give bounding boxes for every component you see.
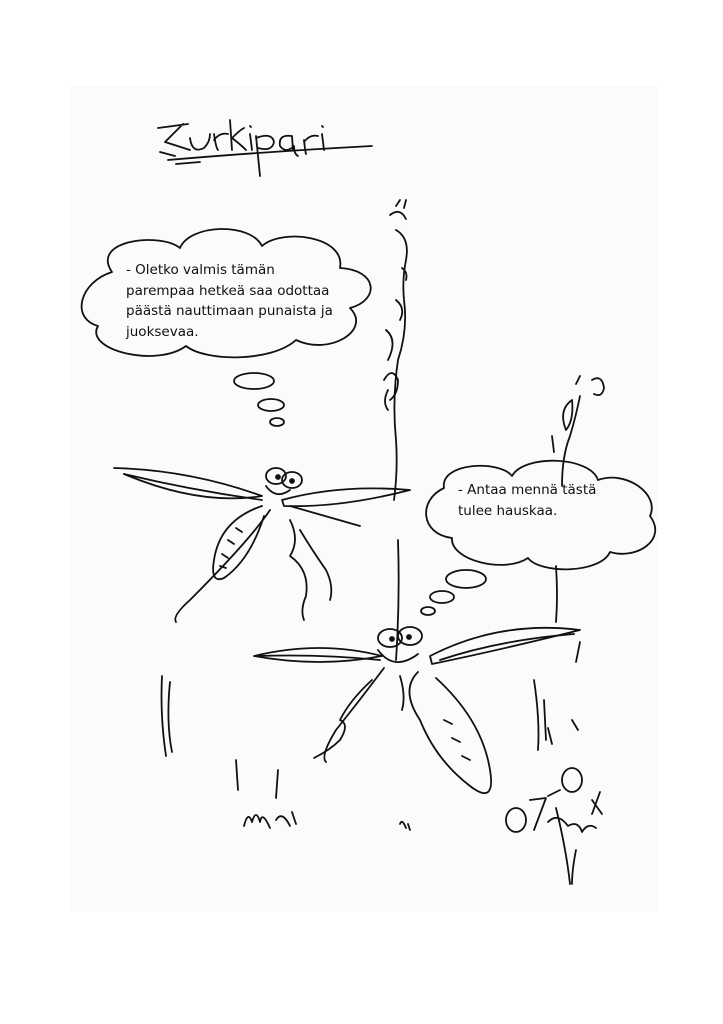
plants	[384, 200, 604, 660]
bubble-1-text: - Oletko valmis tämän parempaa hetkeä saa odottaa päästä nauttimaan punaista ja juoksevaa.	[126, 262, 333, 340]
dragonfly-2	[254, 627, 580, 793]
signature-text	[500, 780, 504, 781]
bubble-2-text: - Antaa mennä tästä tulee hauskaa.	[458, 482, 597, 519]
signature	[506, 768, 602, 832]
comic-title-text	[160, 112, 164, 113]
grass	[162, 642, 581, 884]
dragonfly-1	[114, 468, 410, 622]
comic-title	[158, 120, 372, 176]
